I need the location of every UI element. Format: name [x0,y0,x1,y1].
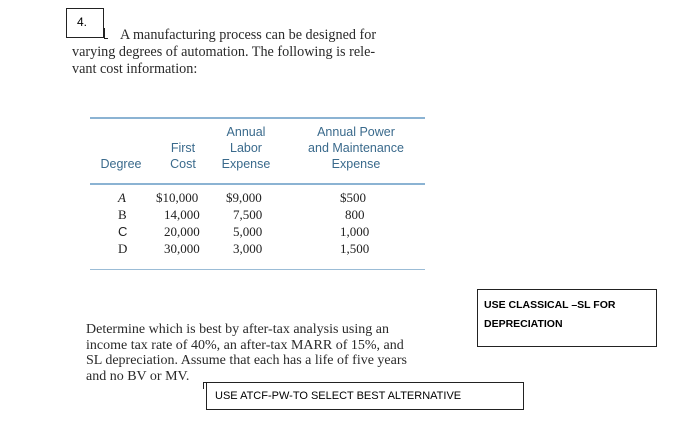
row-d-power: 1,500 [340,241,370,256]
intro-line-3: vant cost information: [72,61,198,77]
question-line-2: income tax rate of 40%, an after-tax MARR of 15%, and [86,337,404,353]
question-line-4: and no BV or MV. [86,368,190,384]
row-c-power: 1,000 [340,224,370,239]
depreciation-note-line-1: USE CLASSICAL –SL FOR [484,299,616,311]
row-b-power: 800 [345,207,365,222]
intro-line-2: varying degrees of automation. The following is rele- [72,44,376,60]
depreciation-note-box [477,289,657,347]
header-labor-line-3: Expense [221,157,271,171]
header-power [293,124,419,172]
row-c-degree: C [118,224,128,239]
header-degree: Degree [100,157,142,171]
row-a-degree: A [118,190,126,205]
header-labor-line-2: Labor [230,141,262,155]
row-b-labor: 7,500 [233,207,263,222]
row-d-degree: D [118,241,128,256]
row-a-labor: $9,000 [226,190,262,205]
header-first-cost-line-1: First [170,141,196,155]
header-power-line-1: Annual Power [317,125,395,139]
intro-paragraph [72,27,452,78]
question-line-1: Determine which is best by after-tax analysis using an [86,322,389,337]
header-first-cost-line-2: Cost [170,157,196,171]
intro-line-1: A manufacturing process can be designed for [120,27,377,43]
header-power-line-2: and Maintenance [308,141,404,155]
question-paragraph [86,322,466,384]
row-d-labor: 3,000 [233,241,263,256]
problem-number-box: 4. [66,8,104,38]
row-b-first-cost: 14,000 [164,207,200,222]
depreciation-note-line-2: DEPRECIATION [484,318,563,330]
row-d-first-cost: 30,000 [164,241,200,256]
header-labor-line-1: Annual [226,125,266,139]
table-header-rule [90,183,425,185]
question-line-3: SL depreciation. Assume that each has a life of five years [86,353,407,368]
row-c-first-cost: 20,000 [164,224,200,239]
table-bottom-rule [90,269,425,270]
row-b-degree: B [118,207,127,222]
row-c-labor: 5,000 [233,224,263,239]
table-top-rule [90,117,425,119]
row-a-power: $500 [340,190,366,205]
header-labor [216,124,276,172]
header-power-line-3: Expense [331,157,381,171]
atcf-note-box: USE ATCF-PW-TO SELECT BEST ALTERNATIVE [206,382,524,410]
row-a-first-cost: $10,000 [156,190,199,205]
header-first-cost [158,140,208,172]
